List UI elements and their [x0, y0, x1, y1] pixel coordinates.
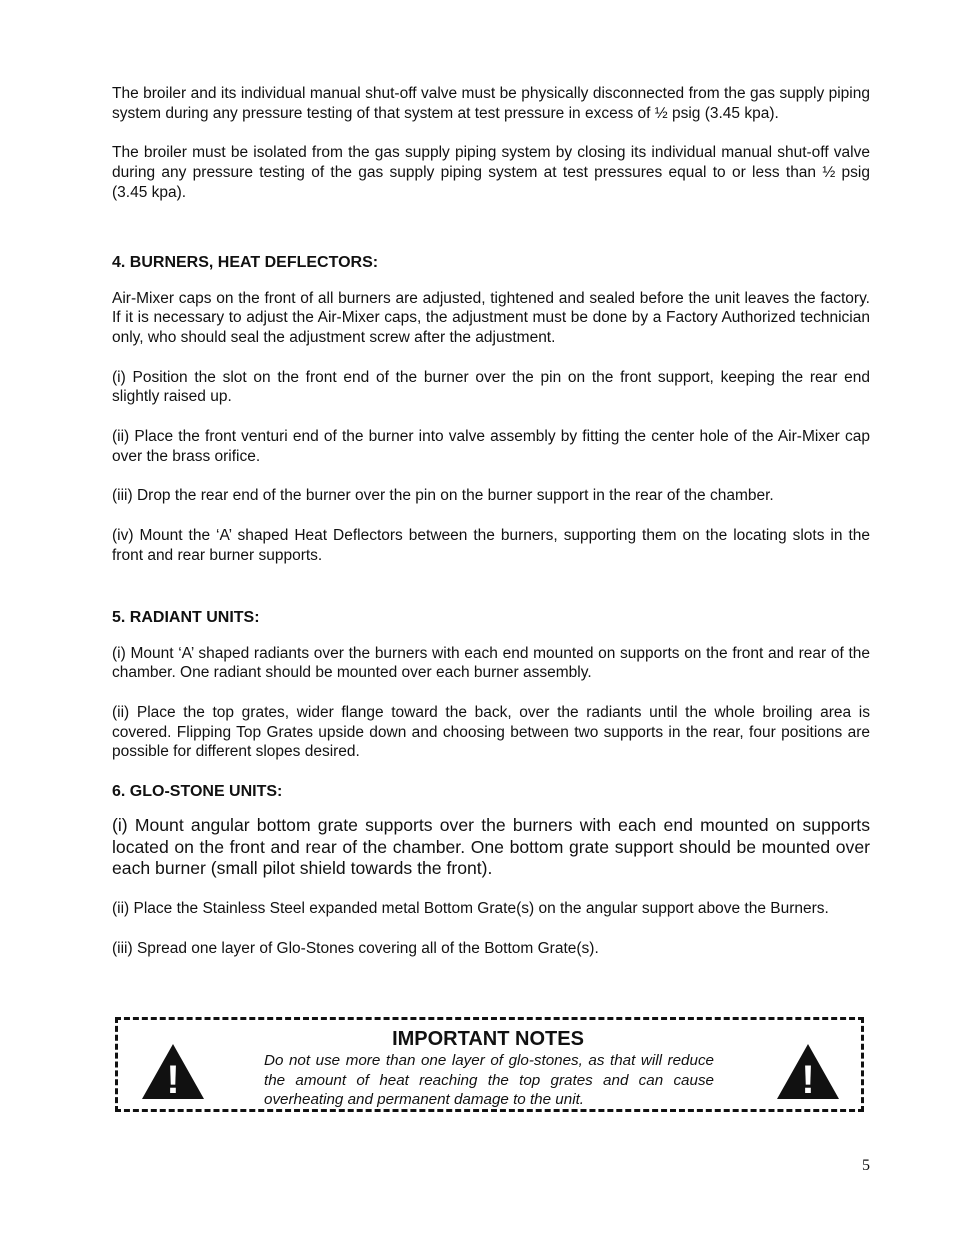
warning-exclamation: ! — [801, 1058, 815, 1100]
warning-exclamation: ! — [166, 1058, 180, 1100]
warning-triangle-icon — [141, 1043, 205, 1100]
important-notes-text: Do not use more than one layer of glo-stones, as that will reduce the amount of heat reaching the top grates and can cause overheating and permanent damage to the unit. — [264, 1052, 714, 1108]
section-6-heading: 6. GLO-STONE UNITS: — [112, 783, 283, 801]
intro-paragraph-1: The broiler and its individual manual shut-off valve must be physically disconnected from the gas supply piping system during any pressure testing of that system at test pressure in excess of ½ psig (3.45 kpa). — [112, 85, 870, 122]
section-4-paragraph: Air-Mixer caps on the front of all burners are adjusted, tightened and sealed before the unit leaves the factory. If it is necessary to adjust the Air-Mixer caps, the adjustment must be done by a Factory Authorized technician only, who should seal the adjustment screw after the adjustment. — [112, 289, 870, 346]
warning-triangle-icon — [776, 1043, 840, 1100]
section-4-heading: 4. BURNERS, HEAT DEFLECTORS: — [112, 253, 379, 271]
section-6-step-1: (i) Mount angular bottom grate supports over the burners with each end mounted on supports located on the front and rear of the chamber. One bottom grate support should be mounted over each burner (small pilot shield towards the front). — [112, 815, 870, 879]
section-4-step-4: (iv) Mount the ‘A’ shaped Heat Deflectors between the burners, supporting them on the locating slots in the front and rear burner supports. — [112, 527, 870, 564]
section-6-step-2: (ii) Place the Stainless Steel expanded metal Bottom Grate(s) on the angular support above the Burners. — [112, 900, 829, 918]
section-5-heading: 5. RADIANT UNITS: — [112, 608, 260, 626]
section-5-step-1: (i) Mount ‘A’ shaped radiants over the burners with each end mounted on supports on the front and rear of the chamber. One radiant should be mounted over each burner assembly. — [112, 644, 870, 682]
section-6-step-3: (iii) Spread one layer of Glo-Stones covering all of the Bottom Grate(s). — [112, 939, 599, 957]
manual-page-content — [112, 84, 870, 959]
section-4-step-1: (i) Position the slot on the front end of the burner over the pin on the front support, keeping the rear end slightly raised up. — [112, 368, 870, 406]
section-5-step-2: (ii) Place the top grates, wider flange toward the back, over the radiants until the whole broiling area is covered. Flipping Top Grates upside down and choosing between two supports in the rear, four positions are possible for different slopes desired. — [112, 703, 870, 761]
important-notes-box — [115, 1017, 864, 1112]
section-4-step-2: (ii) Place the front venturi end of the burner into valve assembly by fitting the center hole of the Air-Mixer cap over the brass orifice. — [112, 428, 870, 465]
page-number: 5 — [862, 1157, 870, 1174]
section-4-step-3: (iii) Drop the rear end of the burner over the pin on the burner support in the rear of the chamber. — [112, 487, 774, 505]
important-notes-title: IMPORTANT NOTES — [392, 1028, 584, 1050]
intro-paragraph-2: The broiler must be isolated from the gas supply piping system by closing its individual manual shut-off valve during any pressure testing of the gas supply piping system at test pressures equal to or less than ½ psig (3.45 kpa). — [112, 144, 870, 201]
